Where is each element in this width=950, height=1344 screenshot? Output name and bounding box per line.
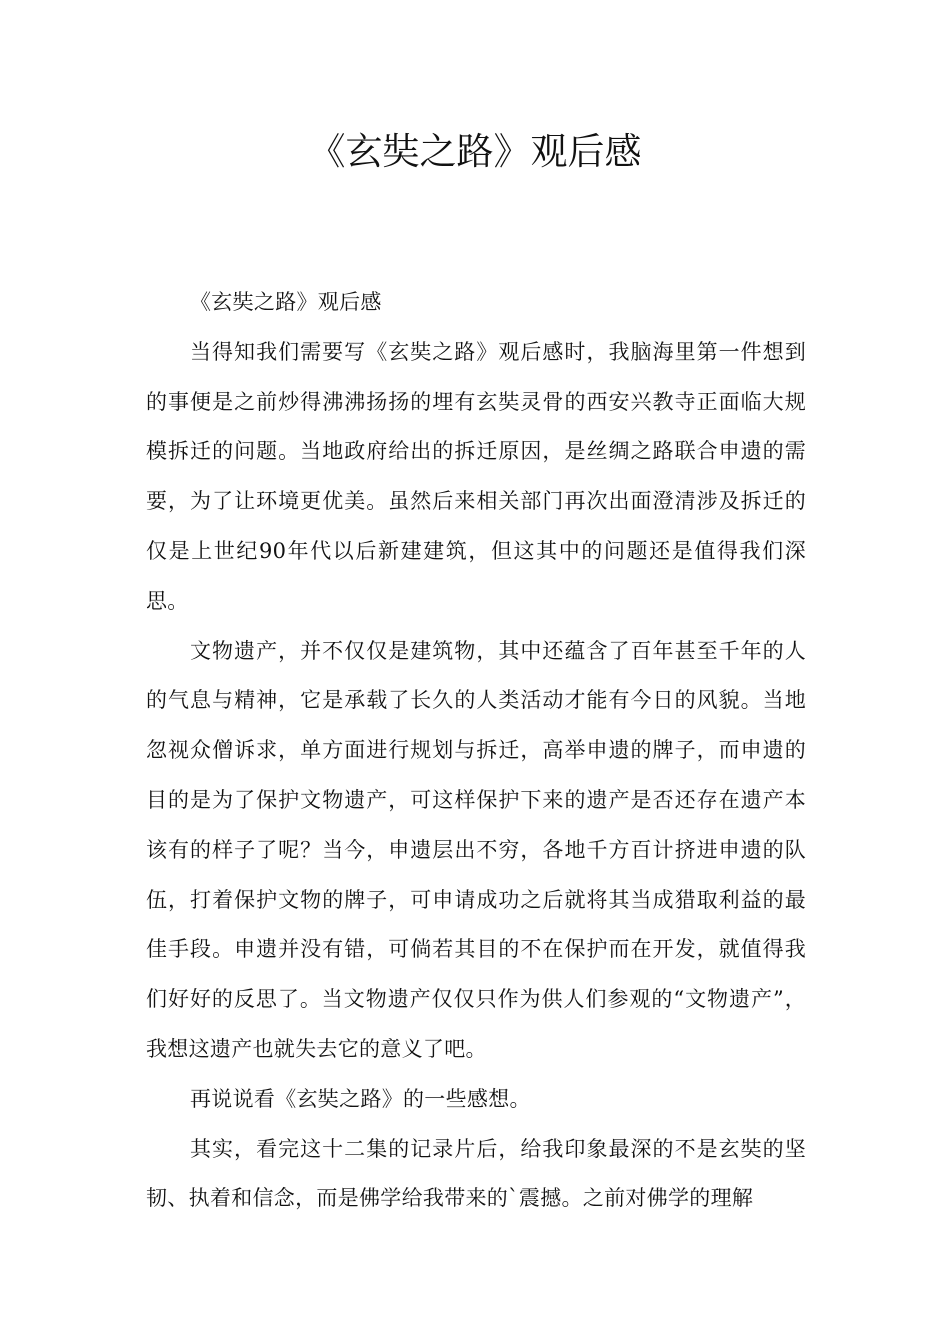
paragraph-subtitle: 《玄奘之路》观后感 bbox=[190, 290, 382, 314]
document-body bbox=[146, 278, 806, 1224]
paragraph-3: 再说说看《玄奘之路》的一些感想。 bbox=[190, 1086, 531, 1111]
paragraph-4: 其实，看完这十二集的记录片后，给我印象最深的不是玄奘的坚韧、执着和信念，而是佛学给我带来的`震撼。之前对佛学的理解 bbox=[146, 1136, 806, 1211]
paragraph-2: 文物遗产，并不仅仅是建筑物，其中还蕴含了百年甚至千年的人的气息与精神，它是承载了长久的人类活动才能有今日的风貌。当地忽视众僧诉求，单方面进行规划与拆迁，高举申遗的牌子，而申遗的目的是为了保护文物遗产，可这样保护下来的遗产是否还存在遗产本该有的样子了呢？当今，申遗层出不穷，各地千方百计挤进申遗的队伍，打着保护文物的牌子，可申请成功之后就将其当成猎取利益的最佳手段。申遗并没有错，可倘若其目的不在保护而在开发，就值得我们好好的反思了。当文物遗产仅仅只作为供人们参观的“文物遗产”，我想这遗产也就失去它的意义了吧。 bbox=[146, 638, 806, 1061]
paragraph-1: 当得知我们需要写《玄奘之路》观后感时，我脑海里第一件想到的事便是之前炒得沸沸扬扬的埋有玄奘灵骨的西安兴教寺正面临大规模拆迁的问题。当地政府给出的拆迁原因，是丝绸之路联合申遗的需要，为了让环境更优美。虽然后来相关部门再次出面澄清涉及拆迁的仅是上世纪90年代以后新建建筑，但这其中的问题还是值得我们深思。 bbox=[146, 339, 806, 613]
document-title: 《玄奘之路》观后感 bbox=[308, 130, 642, 173]
